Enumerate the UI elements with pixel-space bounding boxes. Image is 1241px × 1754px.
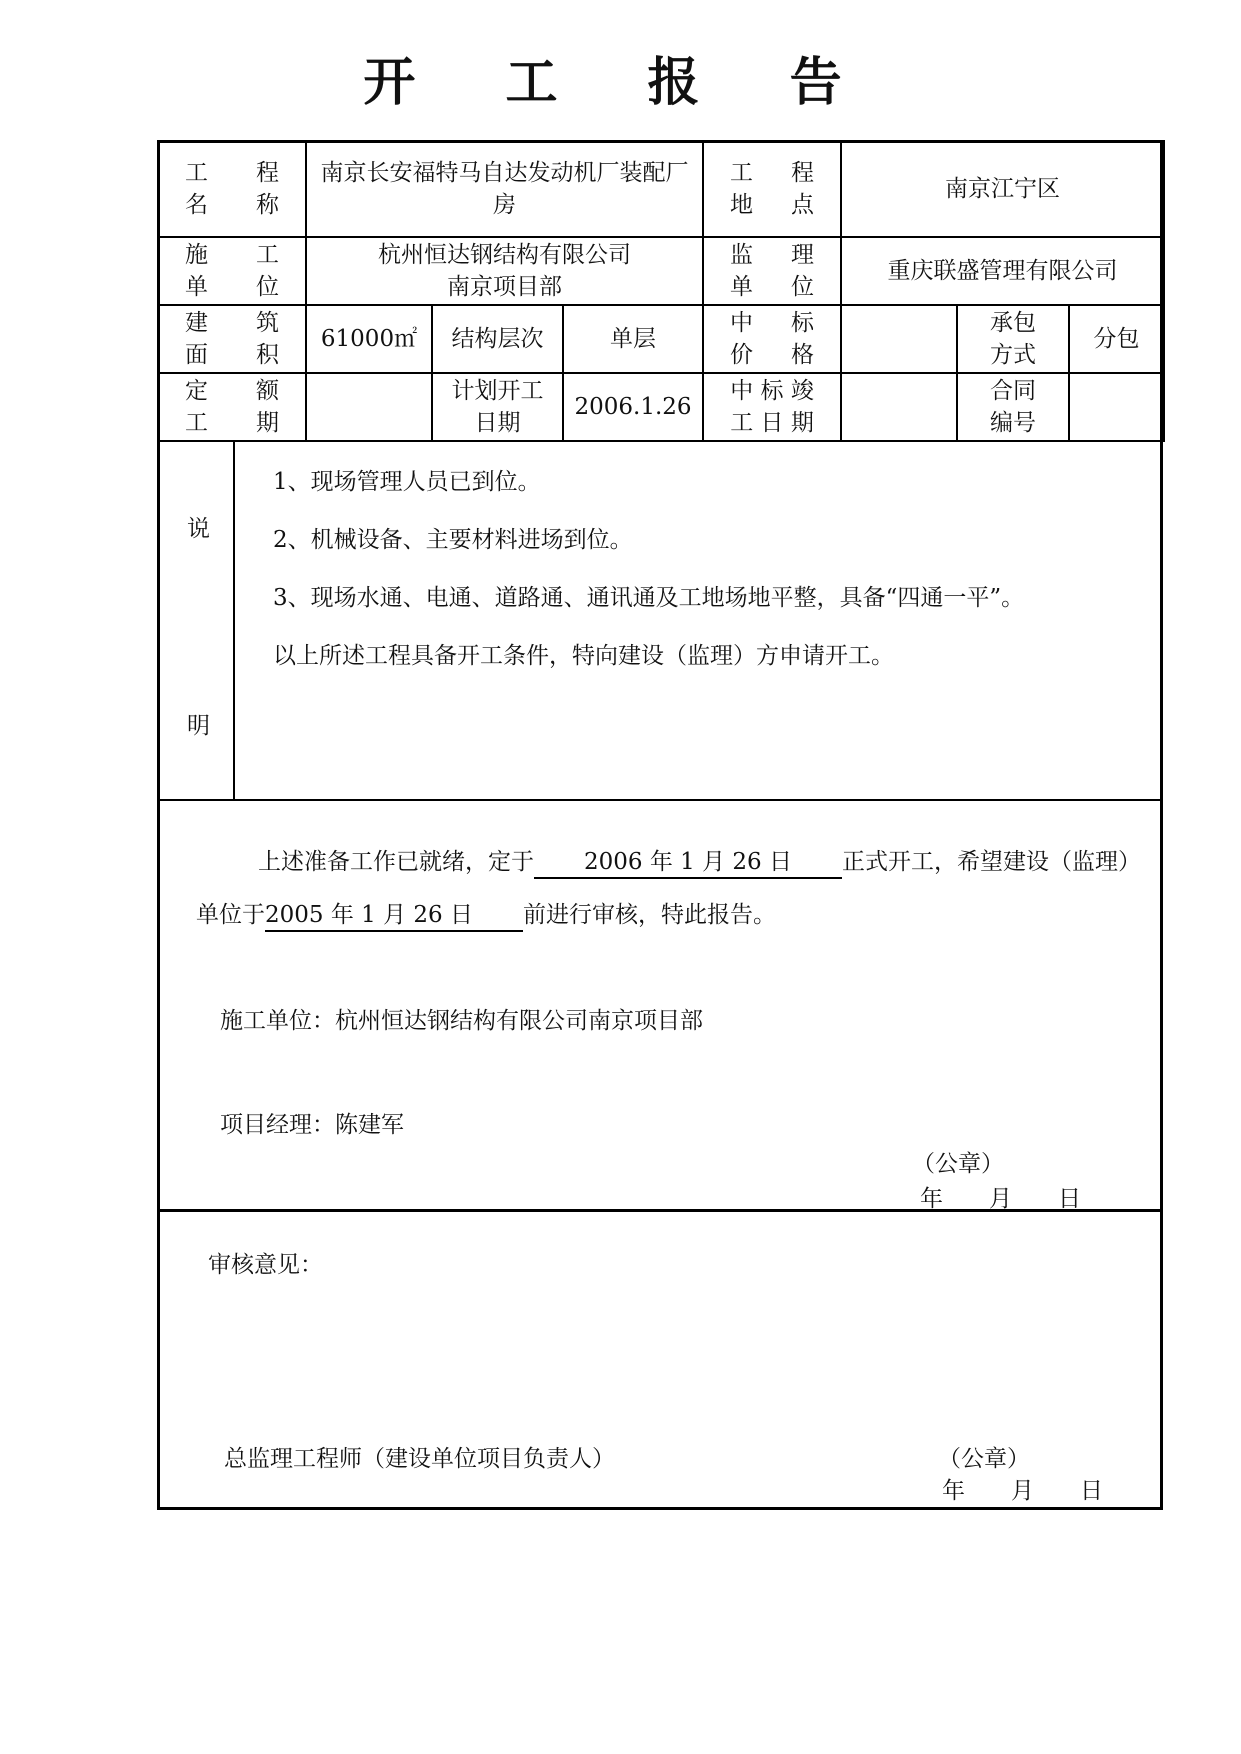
explanation-line: 2、机械设备、主要材料进场到位。 [273,527,633,553]
value-contract-number [1069,373,1164,441]
explanation-line: 3、现场水通、电通、道路通、通讯通及工地场地平整，具备“四通一平”。 [273,585,1025,611]
review-date-line: 年 月 日 [942,1478,1103,1504]
section-divider [157,1209,1163,1212]
row-building-area [158,305,1164,373]
value-building-area: 61000㎡ [306,305,432,373]
project-info-table [157,140,1165,442]
value-planned-start: 2006.1.26 [563,373,703,441]
chief-engineer-line: 总监理工程师（建设单位项目负责人） [224,1446,615,1472]
report-seal: （公章） [912,1151,1004,1177]
value-project-name: 南京长安福特马自达发动机厂装配厂房 [306,141,703,237]
explanation-line: 以上所述工程具备开工条件，特向建设（监理）方申请开工。 [273,643,894,669]
label-contract-number: 合同 编号 [957,373,1069,441]
explanation-line: 1、现场管理人员已到位。 [273,469,541,495]
report-paragraph-line2: 单位于2005 年 1 月 26 日 前进行审核，特此报告。 [196,896,776,932]
value-quota-period [306,373,432,441]
value-bid-price [841,305,957,373]
project-manager-line: 项目经理：陈建军 [220,1112,404,1138]
value-supervision-unit: 重庆联盛管理有限公司 [841,237,1164,305]
value-structure-levels: 单层 [563,305,703,373]
label-construction-unit: 施 工 单 位 [158,237,306,305]
label-contract-mode: 承包 方式 [957,305,1069,373]
label-project-location: 工 程 地 点 [703,141,841,237]
label-quota-period: 定 额 工 期 [158,373,306,441]
row-quota-period [158,373,1164,441]
label-bid-completion: 中 标 竣 工 日 期 [703,373,841,441]
value-construction-unit: 杭州恒达钢结构有限公司 南京项目部 [306,237,703,305]
explanation-label: 说 明 [157,442,235,799]
explanation-lines [273,464,1024,696]
label-planned-start: 计划开工 日期 [432,373,563,441]
construction-unit-line: 施工单位：杭州恒达钢结构有限公司南京项目部 [220,1008,703,1034]
review-date-field: 2005 年 1 月 26 日 [265,900,523,932]
label-structure-levels: 结构层次 [432,305,563,373]
label-building-area: 建 筑 面 积 [158,305,306,373]
row-project-name [158,141,1164,237]
explanation-section [157,442,1163,801]
label-project-name: 工 程 名 称 [158,141,306,237]
start-date-field: 2006 年 1 月 26 日 [534,847,842,879]
value-project-location: 南京江宁区 [841,141,1164,237]
value-contract-mode: 分包 [1069,305,1164,373]
label-supervision-unit: 监 理 单 位 [703,237,841,305]
row-construction-unit [158,237,1164,305]
review-seal: （公章） [938,1446,1030,1472]
document-title: 开 工 报 告 [363,53,878,113]
report-paragraph-line1: 上述准备工作已就绪，定于 2006 年 1 月 26 日 正式开工，希望建设（监理） [258,843,1141,879]
review-opinion-label: 审核意见： [208,1252,323,1278]
report-date-line: 年 月 日 [920,1186,1081,1212]
label-bid-price: 中 标 价 格 [703,305,841,373]
value-bid-completion [841,373,957,441]
